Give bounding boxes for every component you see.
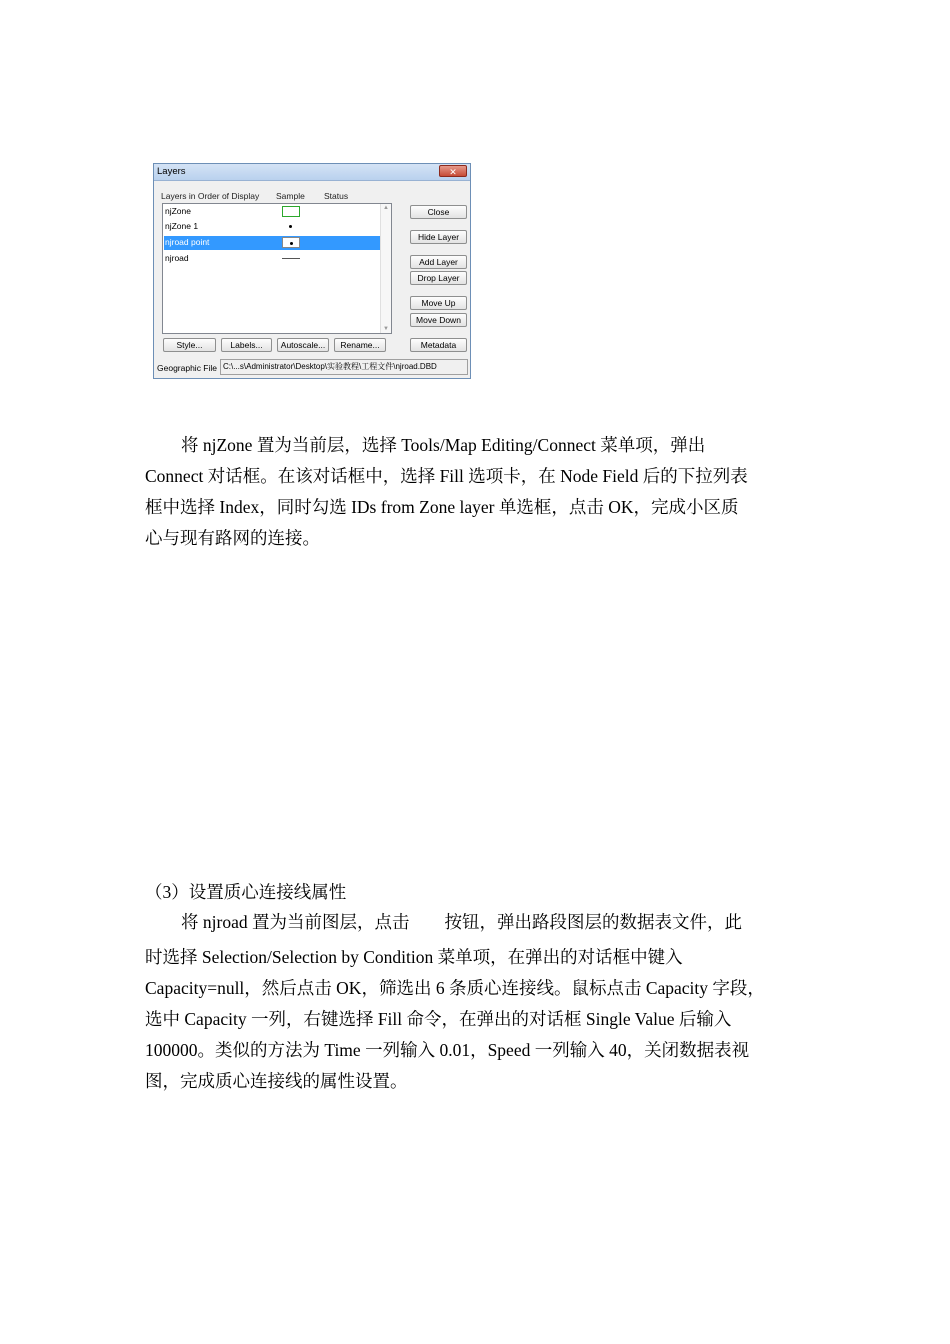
layer-name: njroad bbox=[165, 253, 189, 263]
geographic-file-label: Geographic File bbox=[157, 363, 218, 373]
rename-button[interactable]: Rename... bbox=[334, 338, 386, 352]
dialog-title: Layers bbox=[157, 166, 186, 177]
text-line: 心与现有路网的连接。 bbox=[145, 528, 320, 548]
layer-row[interactable] bbox=[164, 220, 383, 234]
close-icon[interactable]: ✕ bbox=[439, 165, 467, 177]
column-header-status: Status bbox=[324, 191, 349, 201]
text-line: 将 njroad 置为当前图层，点击 按钮，弹出路段图层的数据表文件，此 bbox=[181, 912, 742, 932]
area-sample-icon bbox=[282, 206, 300, 217]
list-scrollbar[interactable] bbox=[380, 204, 391, 333]
autoscale-button[interactable]: Autoscale... bbox=[277, 338, 329, 352]
text-line: 将 njZone 置为当前层，选择 Tools/Map Editing/Connect 菜单项，弹出 bbox=[181, 435, 706, 455]
layers-list[interactable] bbox=[162, 203, 392, 334]
point-sample-icon bbox=[282, 237, 300, 248]
hide-layer-button[interactable]: Hide Layer bbox=[410, 230, 467, 244]
text-line: 100000。类似的方法为 Time 一列输入 0.01，Speed 一列输入 40，关闭数据表视 bbox=[145, 1040, 750, 1060]
geographic-file-field: C:\...s\Administrator\Desktop\实验教程\工程文件\njroad.DBD bbox=[220, 359, 468, 375]
text-line: 框中选择 Index，同时勾选 IDs from Zone layer 单选框，点击 OK，完成小区质 bbox=[145, 497, 739, 517]
layer-name: njZone 1 bbox=[165, 221, 199, 231]
layer-name: njroad point bbox=[165, 237, 210, 247]
column-header-sample: Sample bbox=[276, 191, 305, 201]
section-heading: （3）设置质心连接线属性 bbox=[145, 882, 347, 902]
style-button[interactable]: Style... bbox=[163, 338, 216, 352]
layers-dialog bbox=[153, 163, 471, 379]
move-up-button[interactable]: Move Up bbox=[410, 296, 467, 310]
close-button[interactable]: Close bbox=[410, 205, 467, 219]
labels-button[interactable]: Labels... bbox=[221, 338, 272, 352]
text-line: Capacity=null，然后点击 OK，筛选出 6 条质心连接线。鼠标点击 Capacity 字段， bbox=[145, 978, 765, 998]
line-sample-icon bbox=[282, 258, 300, 259]
scroll-up-icon[interactable]: ▲ bbox=[383, 205, 389, 211]
drop-layer-button[interactable]: Drop Layer bbox=[410, 271, 467, 285]
layer-name: njZone bbox=[165, 206, 191, 216]
point-sample-icon bbox=[282, 221, 300, 232]
text-line: 选中 Capacity 一列，右键选择 Fill 命令，在弹出的对话框 Single Value 后输入 bbox=[145, 1009, 732, 1029]
move-down-button[interactable]: Move Down bbox=[410, 313, 467, 327]
paragraph-connect bbox=[145, 430, 825, 554]
column-header-layers: Layers in Order of Display bbox=[161, 191, 260, 201]
text-line: 时选择 Selection/Selection by Condition 菜单项，在弹出的对话框中键入 bbox=[145, 947, 683, 967]
text-line: 图，完成质心连接线的属性设置。 bbox=[145, 1071, 408, 1091]
layer-row[interactable] bbox=[164, 205, 383, 219]
paragraph-attributes bbox=[145, 907, 825, 1097]
layer-row-selected[interactable] bbox=[164, 236, 383, 250]
text-line: Connect 对话框。在该对话框中，选择 Fill 选项卡，在 Node Field 后的下拉列表 bbox=[145, 466, 748, 486]
layer-row[interactable] bbox=[164, 252, 383, 266]
add-layer-button[interactable]: Add Layer bbox=[410, 255, 467, 269]
metadata-button[interactable]: Metadata bbox=[410, 338, 467, 352]
dialog-titlebar bbox=[154, 164, 470, 181]
scroll-down-icon[interactable]: ▼ bbox=[383, 326, 389, 332]
